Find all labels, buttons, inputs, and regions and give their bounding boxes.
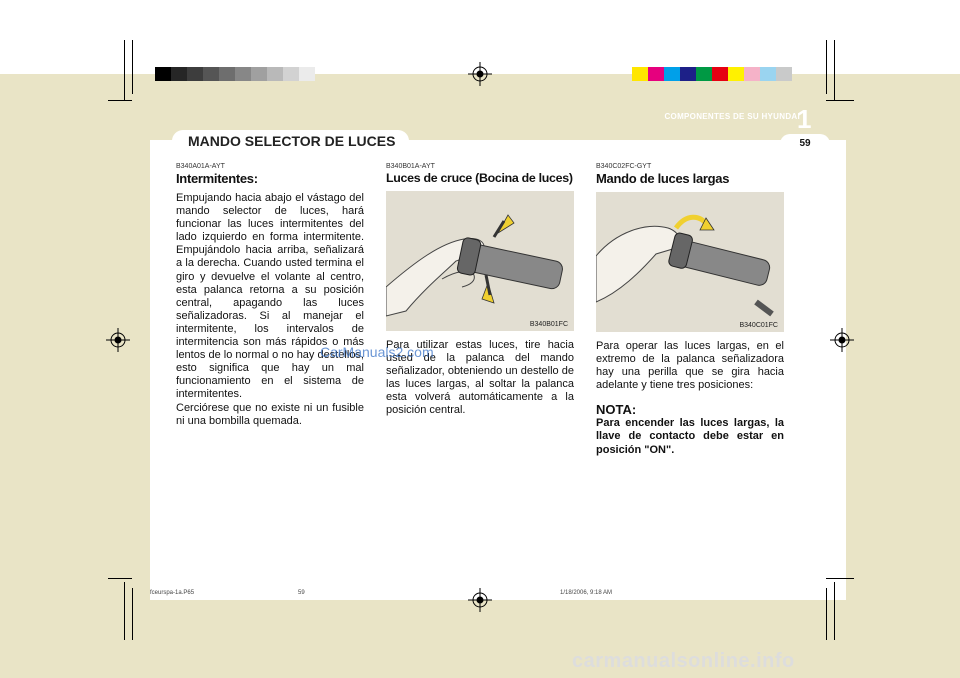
page-number: 59 bbox=[780, 134, 830, 154]
calibration-swatch bbox=[267, 67, 283, 81]
calibration-swatch bbox=[251, 67, 267, 81]
crop-mark bbox=[834, 40, 835, 100]
body-text: Empujando hacia abajo el vástago del mando selector de luces, hará funcionar las luces intermitentes del lado izquierdo en forma intermitente. Empujándolo hacia arriba, señalizará a la derecha. Cuando usted termina el giro y devuelve el volante al centro, esta palanca retorna a su posición central, apagando las luces señalizadoras. Si al manejar el intermitente, los intervalos de intermitencia son más rápidos o más lentos de lo normal o no hay destellos, esto significa que hay un mal funcionamiento en el sistema de intermitentes. bbox=[176, 192, 364, 401]
crop-mark bbox=[826, 100, 854, 101]
lever-illustration bbox=[596, 192, 784, 332]
calibration-swatch bbox=[219, 67, 235, 81]
crop-mark bbox=[132, 588, 133, 640]
column-intermitentes bbox=[176, 163, 364, 428]
footer-file: fceurspa-1a.P65 bbox=[150, 590, 195, 596]
calibration-swatch bbox=[171, 67, 187, 81]
crop-mark bbox=[132, 40, 133, 94]
crop-mark bbox=[826, 578, 854, 579]
note-body: Para encender las luces largas, la llave de contacto debe estar en posición "ON". bbox=[596, 417, 784, 456]
calibration-swatch bbox=[299, 67, 315, 81]
crop-mark bbox=[826, 40, 827, 94]
section-heading: Luces de cruce (Bocina de luces) bbox=[386, 171, 573, 185]
column-luces-largas bbox=[596, 163, 784, 457]
section-heading: Intermitentes: bbox=[176, 171, 258, 186]
calibration-swatch bbox=[155, 67, 171, 81]
crop-mark bbox=[834, 582, 835, 640]
calibration-swatch bbox=[235, 67, 251, 81]
calibration-swatch bbox=[776, 67, 792, 81]
color-calibration-bar bbox=[632, 67, 792, 81]
body-text: Cerciórese que no existe ni un fusible ni una bombilla quemada. bbox=[176, 401, 364, 427]
registration-target-icon bbox=[468, 588, 492, 612]
body-text: Para operar las luces largas, en el extremo de la palanca señalizadora hay una perilla que se gira hacia adelante y tiene tres posiciones: bbox=[596, 340, 784, 392]
figure-code: B340C01FC bbox=[739, 322, 778, 329]
footer-page: 59 bbox=[298, 590, 305, 596]
calibration-swatch bbox=[283, 67, 299, 81]
calibration-swatch bbox=[664, 67, 680, 81]
section-title: MANDO SELECTOR DE LUCES bbox=[172, 130, 409, 152]
footer-date: 1/18/2006, 9:18 AM bbox=[560, 590, 613, 596]
section-code: B340A01A-AYT bbox=[176, 163, 225, 170]
calibration-swatch bbox=[648, 67, 664, 81]
calibration-swatch bbox=[728, 67, 744, 81]
crop-mark bbox=[124, 582, 125, 640]
calibration-swatch bbox=[187, 67, 203, 81]
calibration-swatch bbox=[632, 67, 648, 81]
calibration-swatch bbox=[712, 67, 728, 81]
calibration-swatch bbox=[760, 67, 776, 81]
gray-calibration-bar bbox=[155, 67, 315, 81]
chapter-title: COMPONENTES DE SU HYUNDAI bbox=[664, 112, 800, 121]
registration-target-icon bbox=[830, 328, 854, 352]
figure-code: B340B01FC bbox=[529, 321, 568, 328]
calibration-swatch bbox=[680, 67, 696, 81]
section-code: B340B01A-AYT bbox=[386, 163, 435, 170]
crop-mark bbox=[124, 40, 125, 100]
registration-target-icon bbox=[468, 62, 492, 86]
note-title: NOTA: bbox=[596, 402, 637, 418]
calibration-swatch bbox=[203, 67, 219, 81]
hand-lever-pull-icon bbox=[386, 191, 574, 331]
body-text: Para utilizar estas luces, tire hacia usted de la palanca del mando señalizador, obteniendo un destello de las luces largas, al soltar la palanca esta volverá automáticamente a la posición central. bbox=[386, 339, 574, 417]
calibration-swatch bbox=[696, 67, 712, 81]
calibration-swatch bbox=[744, 67, 760, 81]
watermark-bottom: carmanualsonline.info bbox=[572, 650, 795, 672]
section-heading: Mando de luces largas bbox=[596, 171, 730, 186]
crop-mark bbox=[108, 100, 132, 101]
crop-mark bbox=[108, 578, 132, 579]
lever-illustration bbox=[386, 191, 574, 331]
registration-target-icon bbox=[106, 328, 130, 352]
chapter-number: 1 bbox=[797, 104, 812, 134]
crop-mark bbox=[826, 588, 827, 640]
column-luces-de-cruce bbox=[386, 163, 574, 418]
hand-lever-twist-icon bbox=[596, 192, 784, 332]
section-code: B340C02FC-GYT bbox=[596, 163, 652, 170]
watermark-top: CarManuals2.com bbox=[320, 344, 434, 360]
